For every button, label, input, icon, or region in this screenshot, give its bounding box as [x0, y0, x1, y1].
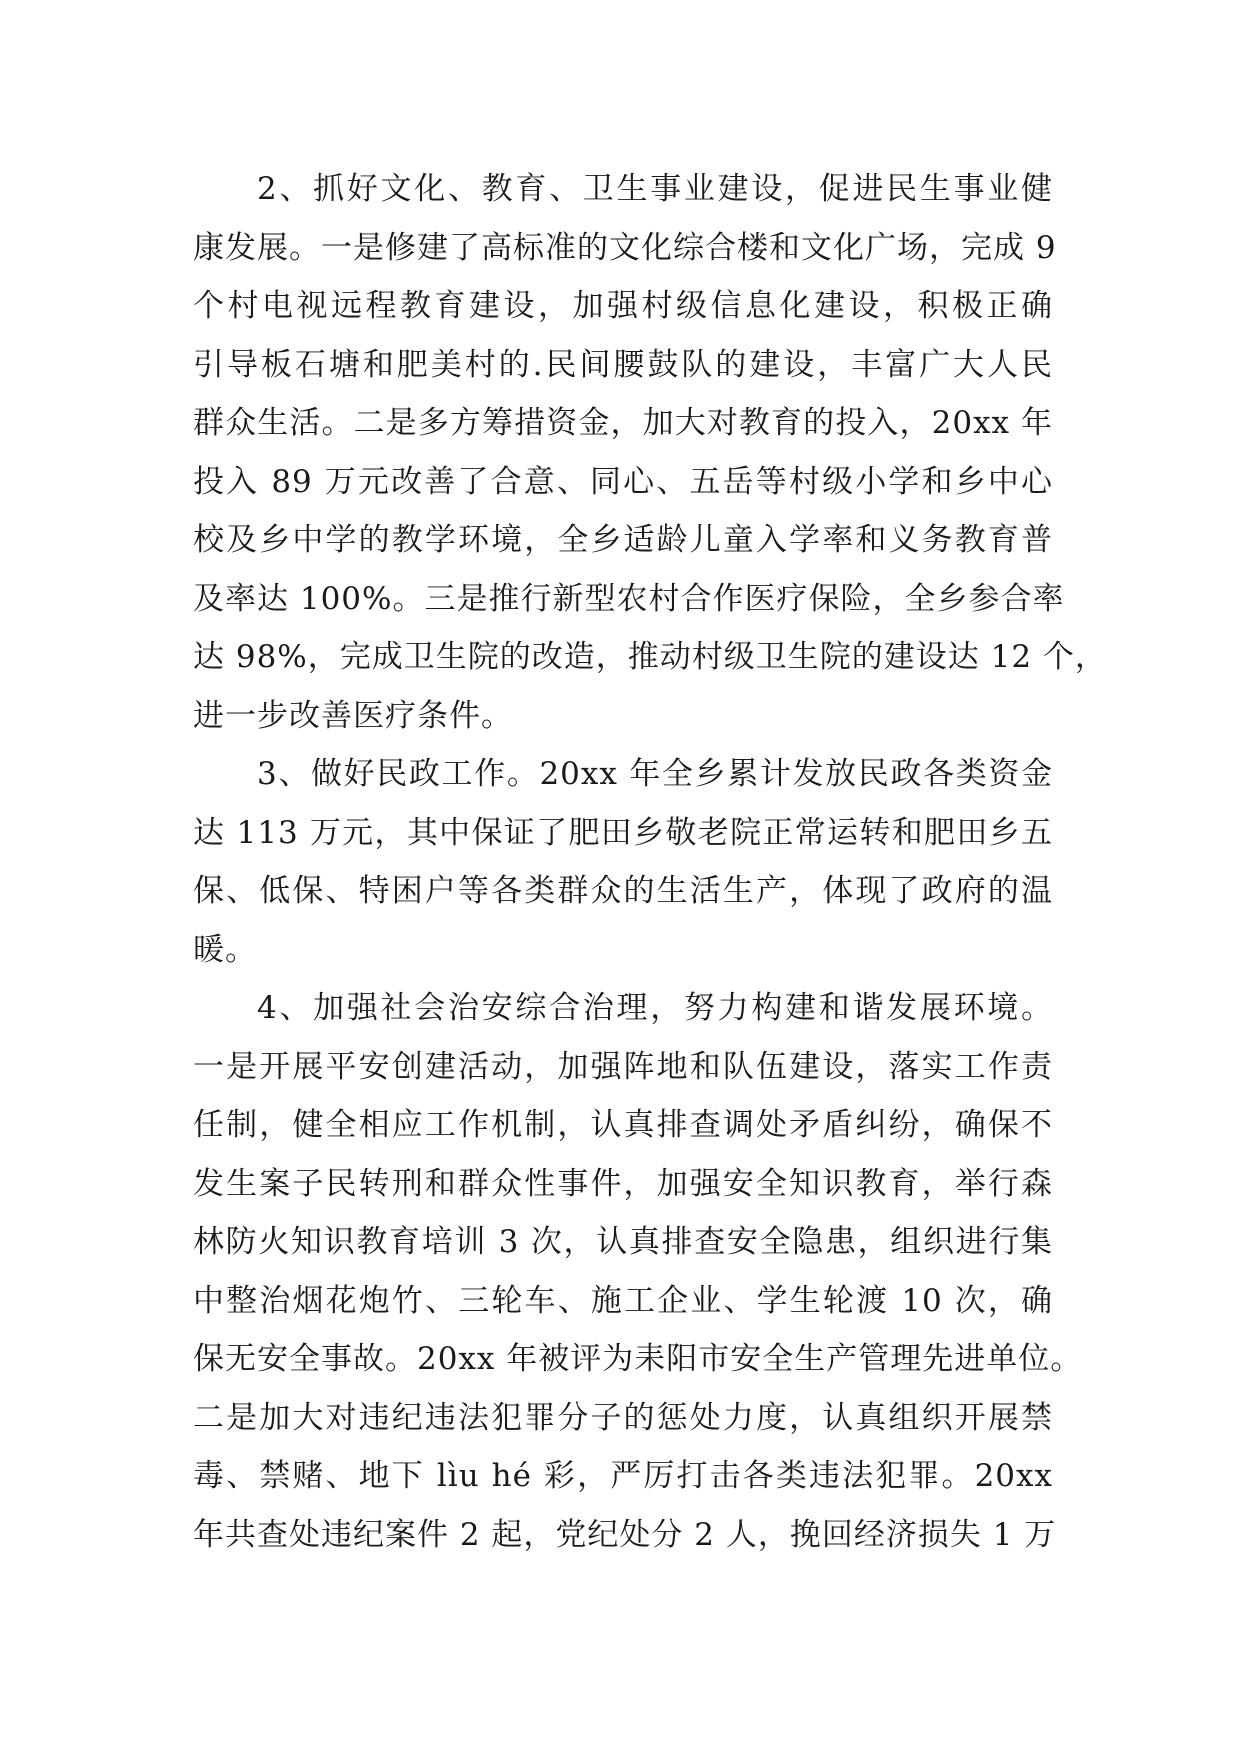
paragraph — [193, 745, 1053, 979]
document-body — [193, 160, 1107, 1564]
text-line: 年共查处违纪案件 2 起，党纪处分 2 人，挽回经济损失 1 万 — [193, 1516, 1057, 1553]
text-line: 任制，健全相应工作机制，认真排查调处矛盾纠纷，确保不 — [193, 1107, 1053, 1143]
text-line: 毒、禁赌、地下 lìu hé 彩，严厉打击各类违法犯罪。20xx — [193, 1458, 1053, 1494]
text-line: 投入 89 万元改善了合意、同心、五岳等村级小学和乡中心 — [193, 463, 1053, 500]
text-line: 保无安全事故。20xx 年被评为耒阳市安全生产管理先进单位。 — [193, 1341, 1083, 1377]
text-line: 中整治烟花炮竹、三轮车、施工企业、学生轮渡 10 次，确 — [193, 1282, 1053, 1319]
paragraph — [193, 160, 1107, 745]
text-line: 达 113 万元，其中保证了肥田乡敬老院正常运转和肥田乡五 — [193, 814, 1053, 851]
text-line: 群众生活。二是多方筹措资金，加大对教育的投入，20xx 年 — [193, 405, 1053, 441]
text-line: 进一步改善医疗条件。 — [193, 697, 513, 734]
text-line: 二是加大对违纪违法犯罪分子的惩处力度，认真组织开展禁 — [193, 1399, 1053, 1436]
text-line: 保、低保、特困户等各类群众的生活生产，体现了政府的温 — [193, 873, 1053, 909]
text-line: 3、做好民政工作。20xx 年全乡累计发放民政各类资金 — [257, 756, 1053, 792]
text-line: 暖。 — [193, 931, 257, 968]
text-line: 个村电视远程教育建设，加强村级信息化建设，积极正确 — [193, 288, 1053, 324]
text-line: 一是开展平安创建活动，加强阵地和队伍建设，落实工作责 — [193, 1048, 1053, 1085]
paragraph — [193, 979, 1083, 1564]
text-line: 引导板石塘和肥美村的.民间腰鼓队的建设，丰富广大人民 — [193, 346, 1053, 383]
text-line: 达 98%，完成卫生院的改造，推动村级卫生院的建设达 12 个， — [193, 639, 1107, 675]
text-line: 4、加强社会治安综合治理，努力构建和谐发展环境。 — [257, 990, 1053, 1026]
text-line: 康发展。一是修建了高标准的文化综合楼和文化广场，完成 9 — [193, 229, 1057, 266]
text-line: 及率达 100%。三是推行新型农村合作医疗保险，全乡参合率 — [193, 580, 1065, 617]
text-line: 校及乡中学的教学环境，全乡适龄儿童入学率和义务教育普 — [193, 522, 1053, 558]
text-line: 发生案子民转刑和群众性事件，加强安全知识教育，举行森 — [193, 1165, 1053, 1202]
text-line: 林防火知识教育培训 3 次，认真排查安全隐患，组织进行集 — [193, 1224, 1053, 1260]
text-line: 2、抓好文化、教育、卫生事业建设，促进民生事业健 — [257, 171, 1053, 207]
